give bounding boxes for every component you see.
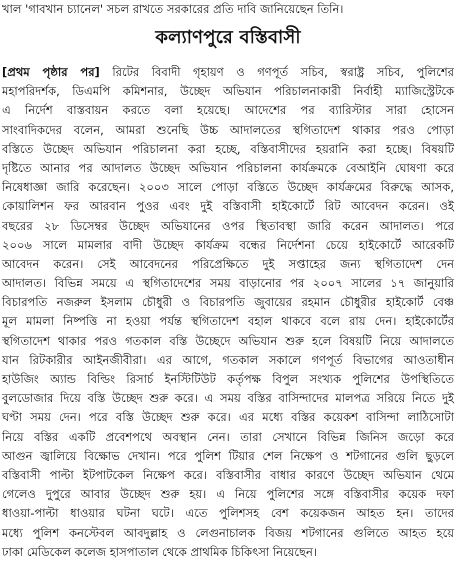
article-line: নিয়ে বস্তির একটি প্রবেশপথে অবস্থান নেন। তারা সেখানে বিভিন্ন জিনিস জড়ো করে — [2, 429, 454, 444]
article-line-text: রিটের বিবাদী গৃহায়ণ ও গণপূর্ত সচিব, স্বরাষ্ট্র সচিব, পুলিশের — [99, 65, 454, 79]
article-line: বুলডোজার দিয়ে বস্তি উচ্ছেদ শুরু করে। এ সময় বস্তির বাসিন্দাদের মালপত্র সরিয়ে নিতে দুই — [2, 391, 454, 406]
article-line: আদালত। বিভিন্ন সময়ে এ স্থগিতাদেশের সময় বাড়ানোর পর ২০০৭ সালের ১৭ জানুয়ারি — [2, 276, 454, 291]
article-line: যান রিটকারীর আইনজীবীরা। এর আগে, গতকাল সকালে গণপূর্ত বিভাগের আওতাধীন — [2, 352, 454, 367]
article-line: মূল মামলা নিষ্পত্তি না হওয়া পর্যন্ত স্থগিতাদেশ বহাল থাকবে বলে রায় দেন। হাইকোর্টের — [2, 314, 454, 329]
article-line: মধ্যে পুলিশ কনস্টেবল আবদুল্লাহ ও লেগুনাচালক বিজয় শটগানের গুলিতে আহত হয়ে — [2, 525, 454, 540]
article-line: সাংবাদিকদের বলেন, আমরা শুনেছি উচ্চ আদালতের স্থগিতাদেশ থাকার পরও পোড়া — [2, 122, 454, 137]
article-line: ঘণ্টা সময় দেন। পরে বস্তি উচ্ছেদ শুরু করে। এর মধ্যে বস্তির কয়েকশ বাসিন্দা লাঠিসোটা — [2, 410, 454, 425]
article-line: আবেদন করেন। সেই আবেদনের পরিপ্রেক্ষিতে দুই সপ্তাহের জন্য স্থগিতাদেশ দেন — [2, 256, 454, 271]
article-line: মহাপরিদর্শক, ডিএমপি কমিশনার, উচ্ছেদ অভিযান পরিচালনাকারী নির্বাহী ম্যাজিস্ট্রেটকে — [2, 84, 454, 99]
article-line: বিচারপতি নজরুল ইসলাম চৌধুরী ও বিচারপতি জুবায়ের রহমান চৌধুরীর হাইকোর্ট বেঞ্চ — [2, 295, 454, 310]
article-line: ২০০৬ সালে মামলার বাদী উচ্ছেদ কার্যক্রম বন্ধের নির্দেশনা চেয়ে হাইকোর্টে আরেকটি — [2, 237, 454, 252]
article-line: ঢাকা মেডিকেল কলেজ হাসপাতাল থেকে প্রাথমিক চিকিৎসা নিয়েছেন। — [2, 544, 317, 559]
article-line: ধাওয়া-পাল্টা ধাওয়ার ঘটনা ঘটে। এতে পুলিশসহ বেশ কয়েকজন আহত হন। তাদের — [2, 506, 454, 521]
article-line: হাউজিং অ্যান্ড বিল্ডিং রিসার্চ ইনস্টিটিউট কর্তৃপক্ষ বিপুল সংখ্যক পুলিশের উপস্থিতিতে — [2, 372, 454, 386]
continuation-kicker: [প্রথম পৃষ্ঠার পর] — [2, 65, 100, 79]
article-line: স্থগিতাদেশ থাকার পরও গতকাল বস্তি উচ্ছেদে অভিযান শুরু হলে বিষয়টি নিয়ে আদালতে — [2, 333, 454, 348]
article-line: গেলেও দুপুরে আবার উচ্ছেদ শুরু হয়। এ নিয়ে পুলিশের সঙ্গে বস্তিবাসীর কয়েক দফা — [2, 487, 454, 502]
article-line: কোয়ালিশন ফর আরবান পুওর এবং দুই বস্তিবাসী হাইকোর্টে রিট আবেদন করেন। ওই — [2, 199, 454, 214]
article-line: নিষেধাজ্ঞা জারি করেছেন। ২০০৩ সালে পোড়া বস্তিতে উচ্ছেদ কার্যক্রমের বিরুদ্ধে আসক, — [2, 180, 454, 195]
article-body — [2, 63, 454, 562]
article-headline: কল্যাণপুরে বস্তিবাসী — [155, 27, 301, 48]
article-line: এ নির্দেশ বাস্তবায়ন করতে বলা হয়েছে। আদেশের পর ব্যারিস্টার সারা হোসেন — [2, 103, 454, 118]
article-line: বস্তিবাসী পাল্টা ইটপাটকেল নিক্ষেপ করে। বস্তিবাসীর বাধার কারণে উচ্ছেদ অভিযান থেমে — [2, 467, 454, 482]
previous-article-last-line: খাল 'গাবখান চ্যানেল' সচল রাখতে সরকারের প্রতি দাবি জানিয়েছেন তিনি। — [2, 2, 344, 16]
article-line: দৃষ্টিতে আনার পর আদালত উচ্ছেদ অভিযান পরিচালনা কার্যক্রমকে বেআইনি ঘোষণা করে — [2, 160, 454, 175]
article-line: বছরের ২৮ ডিসেম্বর উচ্ছেদ অভিযানের ওপর স্থিতাবস্থা জারি করেন আদালত। পরে — [2, 218, 454, 233]
article-line — [2, 63, 454, 82]
article-line: আগুন জ্বালিয়ে বিক্ষোভ দেখান। পরে পুলিশ টিয়ার শেল নিক্ষেপ ও শটগানের গুলি ছুড়লে — [2, 448, 454, 463]
article-line: বস্তিতে উচ্ছেদ অভিযান পরিচালনা করা হচ্ছে, বস্তিবাসীদের হয়রানি করা হচ্ছে। বিষয়টি — [2, 141, 454, 156]
